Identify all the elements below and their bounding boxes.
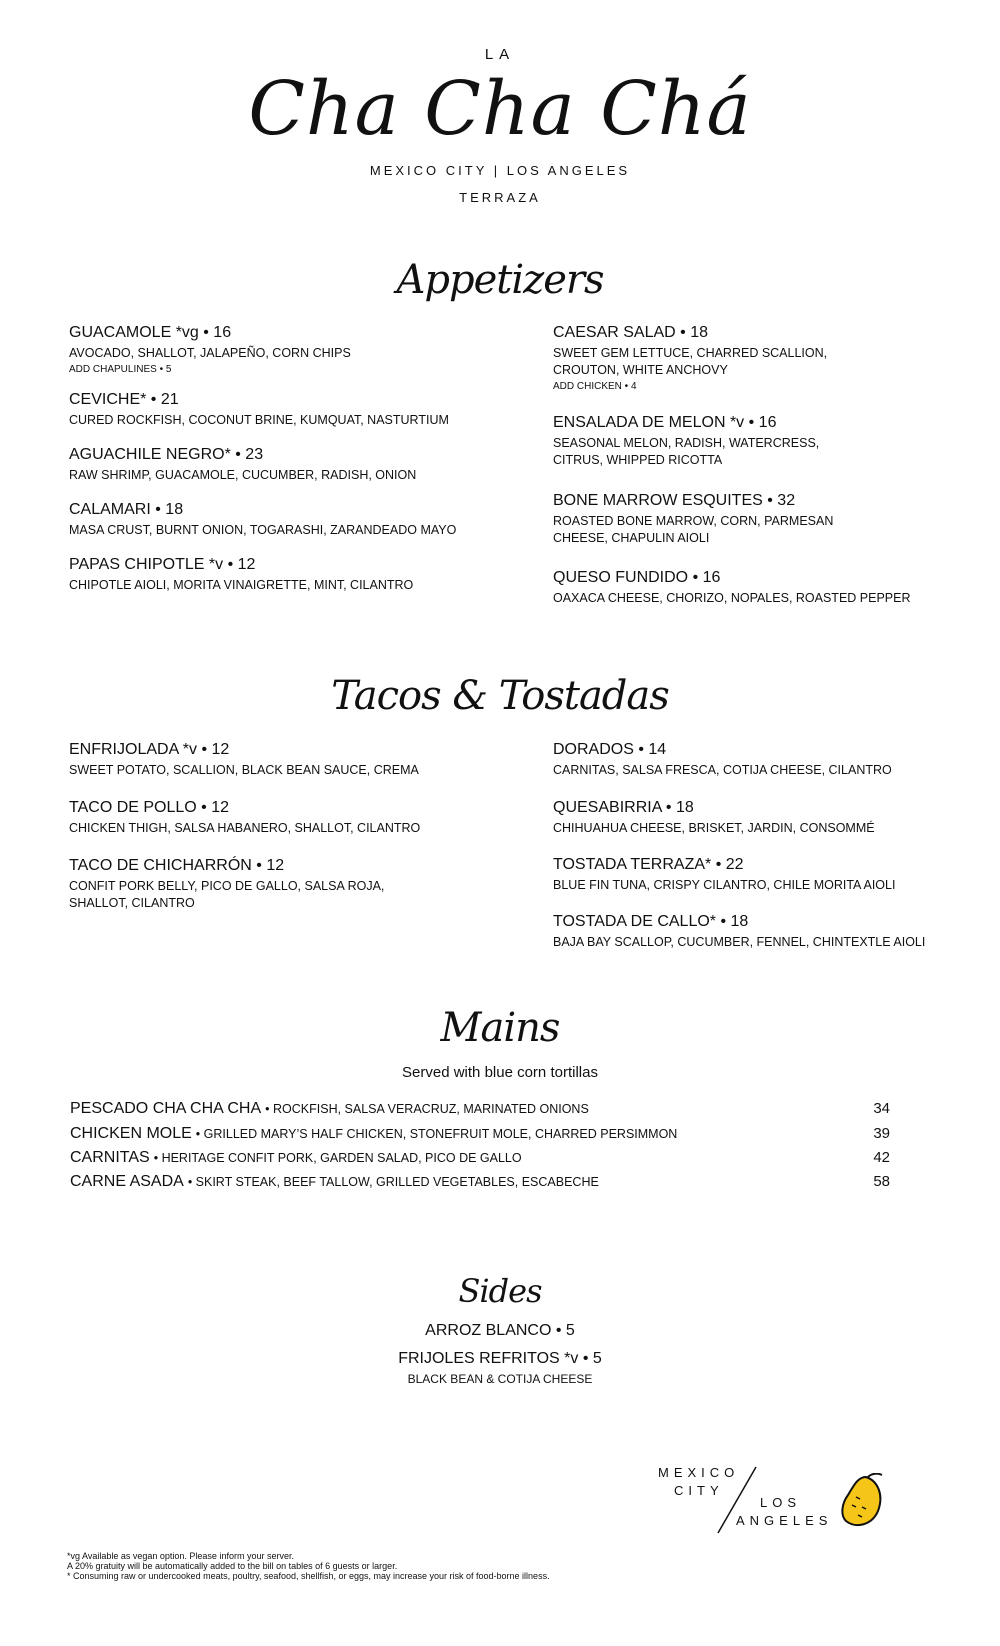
sides-title: Sides [458, 1272, 542, 1310]
main-item-name: PESCADO CHA CHA CHA [70, 1100, 262, 1117]
menu-item [553, 740, 953, 779]
mains-subtitle: Served with blue corn tortillas [402, 1064, 598, 1081]
item-addon: ADD CHICKEN • 4 [553, 381, 637, 392]
lemon-icon [838, 1473, 886, 1529]
item-name: TOSTADA DE CALLO* • 18 [553, 913, 749, 930]
main-item-desc: • ROCKFISH, SALSA VERACRUZ, MARINATED ONIONS [265, 1102, 589, 1116]
main-item-desc: • SKIRT STEAK, BEEF TALLOW, GRILLED VEGETABLES, ESCABECHE [187, 1175, 599, 1189]
menu-item [553, 912, 953, 951]
footnote-gratuity: A 20% gratuity will be automatically added to the bill on tables of 6 guests or larger. [67, 1561, 398, 1571]
item-desc: CHIHUAHUA CHEESE, BRISKET, JARDIN, CONSOMMÉ [553, 821, 875, 835]
menu-item [69, 323, 469, 377]
menu-item [69, 798, 469, 837]
item-name: AGUACHILE NEGRO* • 23 [69, 446, 264, 463]
menu-item [69, 445, 469, 484]
main-item-row [70, 1173, 890, 1195]
main-item-row [70, 1125, 890, 1147]
item-name: ENSALADA DE MELON *v • 16 [553, 414, 777, 431]
side-item-name: ARROZ BLANCO • 5 [425, 1322, 575, 1339]
item-addon: ADD CHAPULINES • 5 [69, 364, 172, 375]
main-item-price: 39 [873, 1125, 890, 1142]
menu-item [553, 798, 953, 837]
item-desc: BAJA BAY SCALLOP, CUCUMBER, FENNEL, CHINTEXTLE AIOLI [553, 935, 926, 949]
menu-item [69, 500, 469, 539]
item-name: TOSTADA TERRAZA* • 22 [553, 856, 744, 873]
item-desc: SWEET POTATO, SCALLION, BLACK BEAN SAUCE, CREMA [69, 763, 419, 777]
item-name: CEVICHE* • 21 [69, 391, 179, 408]
brand-location: TERRAZA [459, 190, 541, 205]
main-item-row [70, 1149, 890, 1171]
footer-logo [650, 1465, 900, 1545]
menu-item [69, 856, 439, 912]
item-desc: OAXACA CHEESE, CHORIZO, NOPALES, ROASTED PEPPER [553, 591, 911, 605]
menu-item [69, 555, 469, 594]
item-desc: CHICKEN THIGH, SALSA HABANERO, SHALLOT, CILANTRO [69, 821, 421, 835]
brand-top-label: LA [484, 46, 516, 63]
item-name: GUACAMOLE *vg • 16 [69, 324, 232, 341]
menu-item [69, 740, 469, 779]
footer-city-mexico-2: CITY [674, 1483, 724, 1498]
main-item-desc: • HERITAGE CONFIT PORK, GARDEN SALAD, PICO DE GALLO [153, 1151, 522, 1165]
appetizers-title: Appetizers [396, 257, 604, 303]
tacos-title: Tacos & Tostadas [331, 673, 669, 719]
item-name: CAESAR SALAD • 18 [553, 324, 708, 341]
item-name: ENFRIJOLADA *v • 12 [69, 741, 230, 758]
mains-title: Mains [440, 1005, 560, 1051]
side-item-name: FRIJOLES REFRITOS *v • 5 [398, 1350, 602, 1367]
main-item-price: 42 [873, 1149, 890, 1166]
footer-city-la: LOS [760, 1495, 802, 1510]
item-desc: CHIPOTLE AIOLI, MORITA VINAIGRETTE, MINT, CILANTRO [69, 578, 414, 592]
menu-item [69, 390, 469, 429]
side-item-desc: BLACK BEAN & COTIJA CHEESE [407, 1372, 593, 1386]
item-desc: SWEET GEM LETTUCE, CHARRED SCALLION, CROUTON, WHITE ANCHOVY [553, 346, 828, 377]
item-desc: CONFIT PORK BELLY, PICO DE GALLO, SALSA ROJA, SHALLOT, CILANTRO [69, 879, 385, 910]
item-name: BONE MARROW ESQUITES • 32 [553, 492, 796, 509]
main-item-name: CARNITAS [70, 1149, 150, 1166]
menu-item [553, 491, 878, 547]
menu-item [553, 855, 953, 894]
main-item-name: CARNE ASADA [70, 1173, 184, 1190]
item-name: DORADOS • 14 [553, 741, 667, 758]
item-desc: RAW SHRIMP, GUACAMOLE, CUCUMBER, RADISH, ONION [69, 468, 417, 482]
item-desc: CURED ROCKFISH, COCONUT BRINE, KUMQUAT, NASTURTIUM [69, 413, 449, 427]
item-desc: SEASONAL MELON, RADISH, WATERCRESS, CITRUS, WHIPPED RICOTTA [553, 436, 820, 467]
brand-logo-script: Cha Cha Chá [248, 66, 752, 152]
item-name: TACO DE CHICHARRÓN • 12 [69, 857, 285, 874]
brand-cities: MEXICO CITY | LOS ANGELES [369, 163, 631, 178]
main-item-row [70, 1100, 890, 1122]
footnote-vegan: *vg Available as vegan option. Please inform your server. [67, 1551, 294, 1561]
item-name: QUESABIRRIA • 18 [553, 799, 694, 816]
main-item-name: CHICKEN MOLE [70, 1125, 192, 1142]
item-name: PAPAS CHIPOTLE *v • 12 [69, 556, 256, 573]
item-desc: ROASTED BONE MARROW, CORN, PARMESAN CHEESE, CHAPULIN AIOLI [553, 514, 834, 545]
item-desc: CARNITAS, SALSA FRESCA, COTIJA CHEESE, CILANTRO [553, 763, 892, 777]
item-name: TACO DE POLLO • 12 [69, 799, 230, 816]
footnote-raw-warning: * Consuming raw or undercooked meats, poultry, seafood, shellfish, or eggs, may increase your risk of food-borne illness. [67, 1571, 550, 1581]
menu-item [553, 323, 893, 394]
item-desc: BLUE FIN TUNA, CRISPY CILANTRO, CHILE MORITA AIOLI [553, 878, 896, 892]
footer-city-la-2: ANGELES [736, 1513, 833, 1528]
item-desc: MASA CRUST, BURNT ONION, TOGARASHI, ZARANDEADO MAYO [69, 523, 457, 537]
item-desc: AVOCADO, SHALLOT, JALAPEÑO, CORN CHIPS [69, 346, 351, 360]
menu-item [553, 568, 953, 607]
menu-item [553, 413, 863, 469]
main-item-desc: • GRILLED MARY’S HALF CHICKEN, STONEFRUIT MOLE, CHARRED PERSIMMON [195, 1127, 678, 1141]
main-item-price: 34 [873, 1100, 890, 1117]
footer-city-mexico: MEXICO [658, 1465, 740, 1480]
item-name: CALAMARI • 18 [69, 501, 184, 518]
item-name: QUESO FUNDIDO • 16 [553, 569, 721, 586]
main-item-price: 58 [873, 1173, 890, 1190]
